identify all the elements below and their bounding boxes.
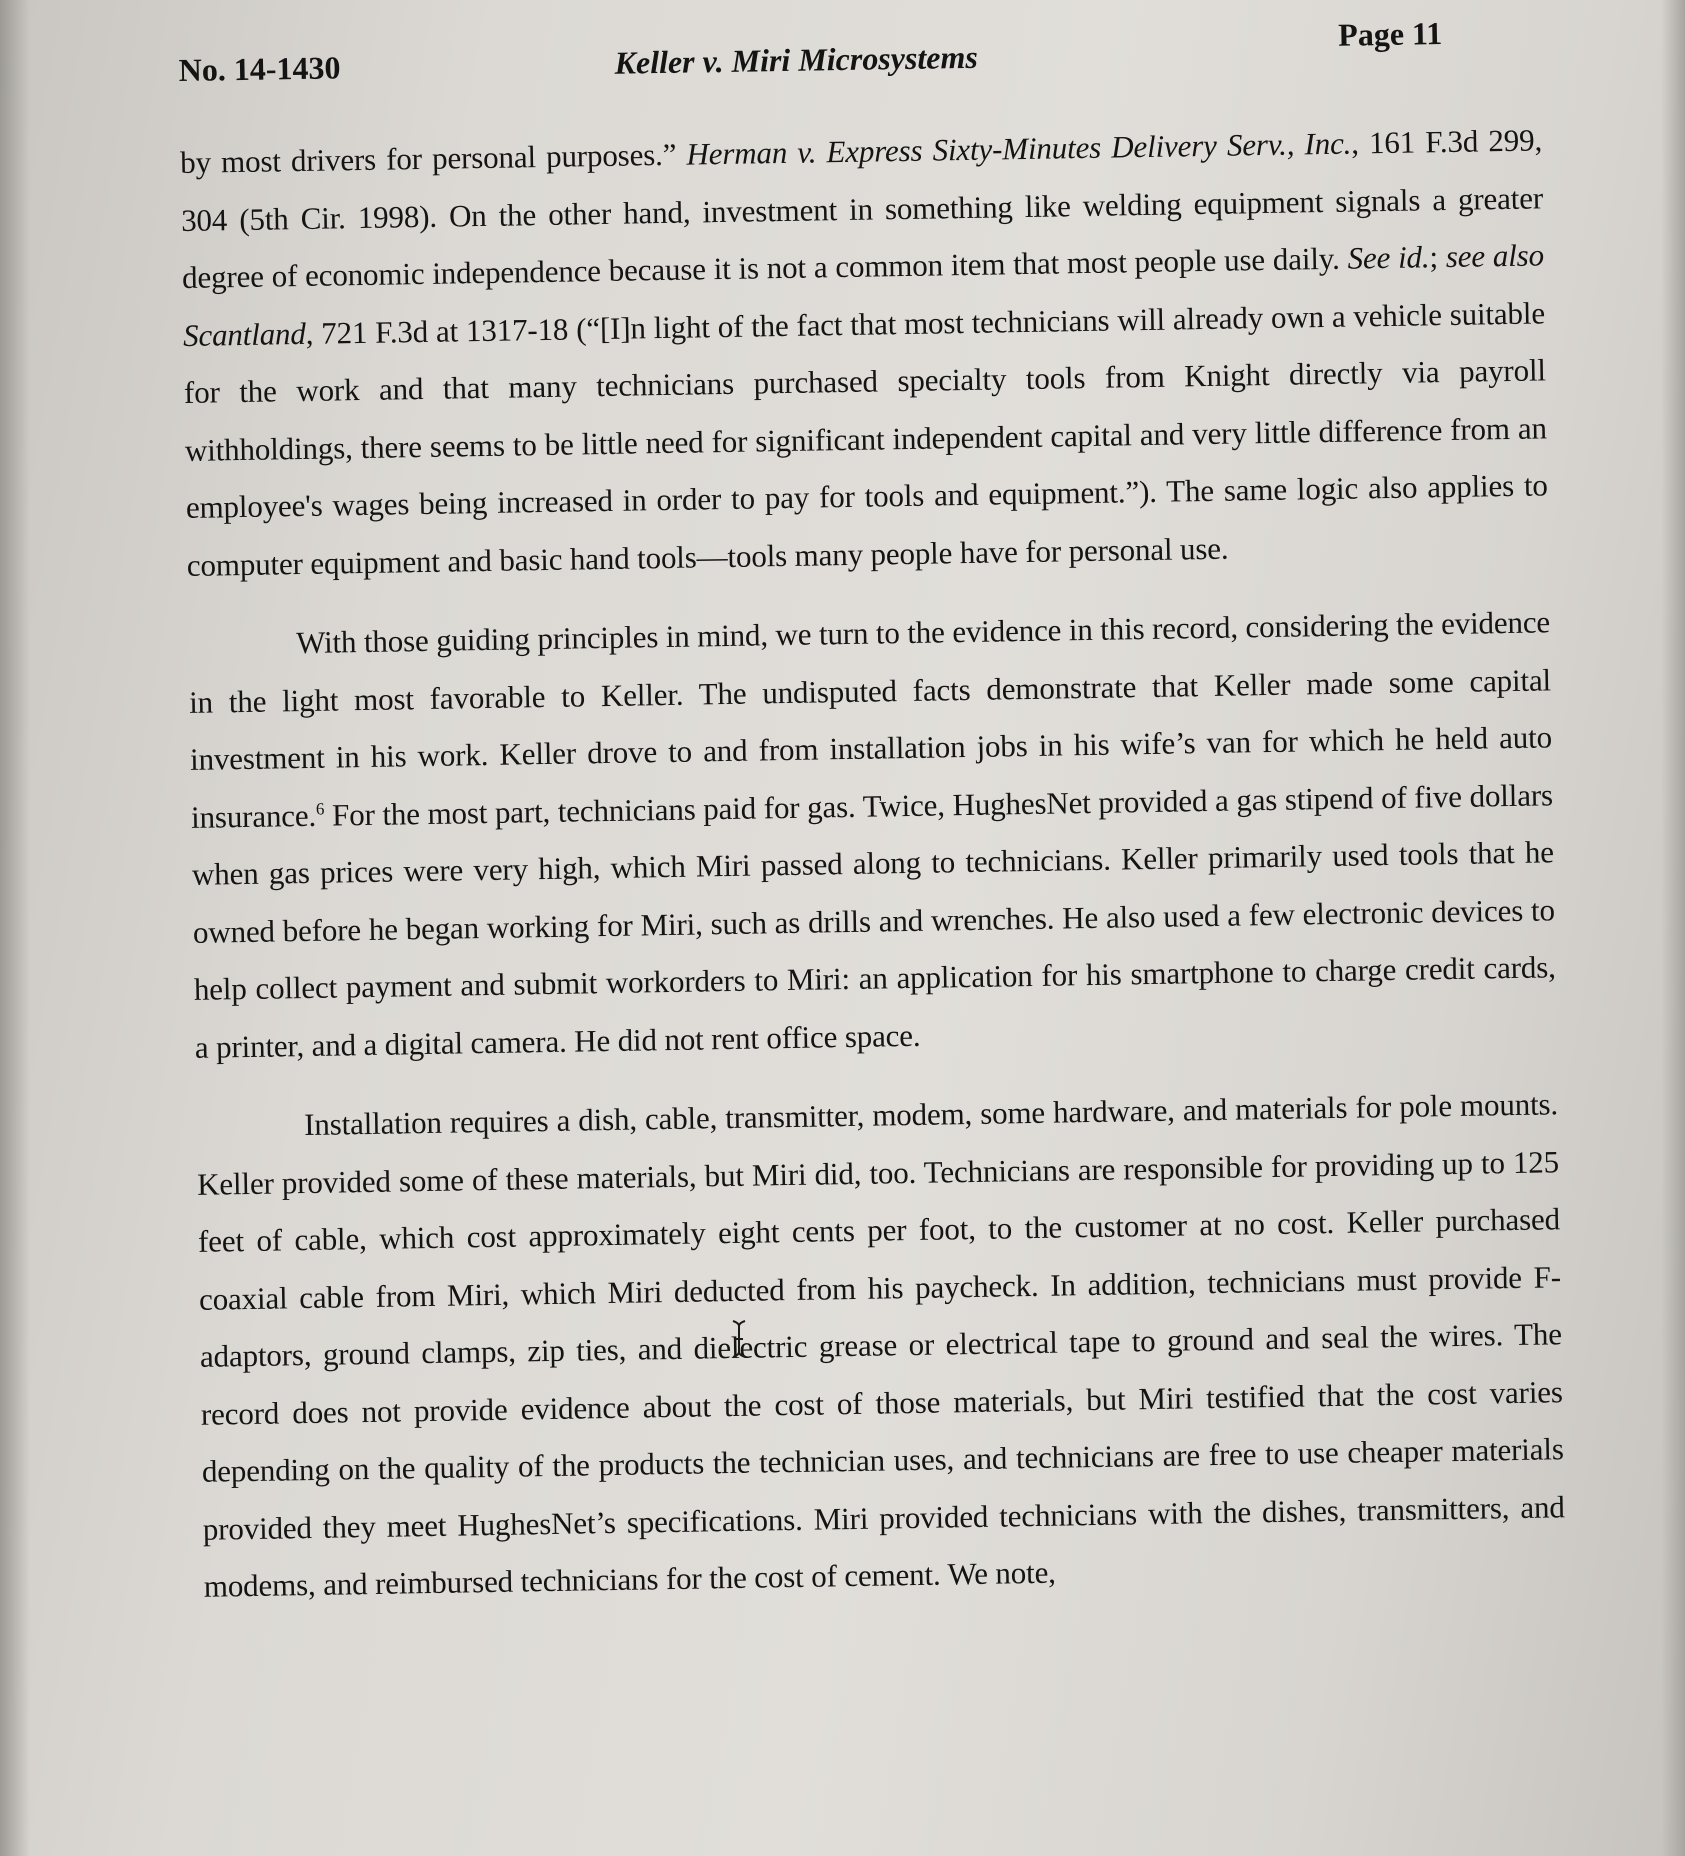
citation-see-id: See id. xyxy=(1347,239,1430,276)
case-name: Keller v. Miri Microsystems xyxy=(614,38,979,81)
paragraph-1-text-3: ; xyxy=(1429,239,1447,275)
document-page xyxy=(178,7,1566,1615)
footnote-marker[interactable]: 6 xyxy=(315,798,325,818)
paragraph-2-text-2: For the most part, technicians paid for gas. Twice, HughesNet provided a gas stipend of five dollars when gas prices were very high, which Miri passed along to technicians. Keller primarily used tools that he owned before he began working for Miri, such as drills and wrenches. He also used a few electronic devices to help collect payment and submit workorders to Miri: an application for his smartphone to charge credit cards, a printer, and a digital camera. He did not rent office space. xyxy=(191,776,1557,1065)
citation-herman: Herman v. Express Sixty-Minutes Delivery Serv., Inc. xyxy=(686,125,1352,172)
paragraph-3-text-1: Installation requires a dish, cable, transmitter, modem, some hardware, and materials for pole mounts. Keller provided some of these materials, but Miri did, too. Technicians are responsible for providing up to 125 feet of cable, which cost approximately eight cents per foot, to the customer at no cost. Keller purchased coaxial cable from Miri, which Miri deducted from his paycheck. In addition, technicians must provide F-adaptors, ground clamps, zip ties, and dielectric grease or electrical tape to ground and seal the wires. The record does not provide evidence about the cost of those materials, but Miri testified that the cost varies depending on the quality of the products the technician uses, and technicians are free to use cheaper materials provided they meet HughesNet’s specifications. Miri provided technicians with the dishes, transmitters, and modems, and reimbursed technicians for the cost of cement. We note, xyxy=(196,1086,1565,1604)
paragraph-1 xyxy=(180,111,1549,594)
citation-scantland: see also Scantland xyxy=(182,237,1545,353)
paragraph-1-text-1: by most drivers for personal purposes.” xyxy=(179,136,687,180)
paragraph-1-text-4: , 721 F.3d at 1317-18 (“[I]n light of the fact that most technicians will already own a vehicle suitable for the work and that many technicians purchased specialty tools from Knight directly via payroll withholdings, there seems to be little need for significant independent capital and very little difference from an employee's wages being increased in order to pay for tools and equipment.”). The same logic also applies to computer equipment and basic hand tools—tools many people have for personal use. xyxy=(183,294,1549,583)
page-header xyxy=(178,7,1541,104)
docket-number: No. 14-1430 xyxy=(178,49,341,88)
paragraph-3 xyxy=(196,1075,1566,1615)
screen-edge-shadow-right xyxy=(1661,0,1685,1856)
screen-edge-shadow-left xyxy=(0,0,30,1856)
text-cursor-icon xyxy=(731,1320,747,1358)
paragraph-2-text-1: With those guiding principles in mind, we turn to the evidence in this record, considering the evidence in the light most favorable to Keller. The undisputed facts demonstrate that Keller made some capital investment in his work. Keller drove to and from installation jobs in his wife’s van for which he held auto insurance. xyxy=(188,604,1553,835)
paragraph-2 xyxy=(188,593,1557,1076)
paragraph-1-text-2: , 161 F.3d 299, 304 (5th Cir. 1998). On the other hand, investment in something like welding equipment signals a greater degree of economic independence because it is not a common item that most people use daily. xyxy=(180,122,1544,295)
page-number: Page 11 xyxy=(1337,15,1443,53)
